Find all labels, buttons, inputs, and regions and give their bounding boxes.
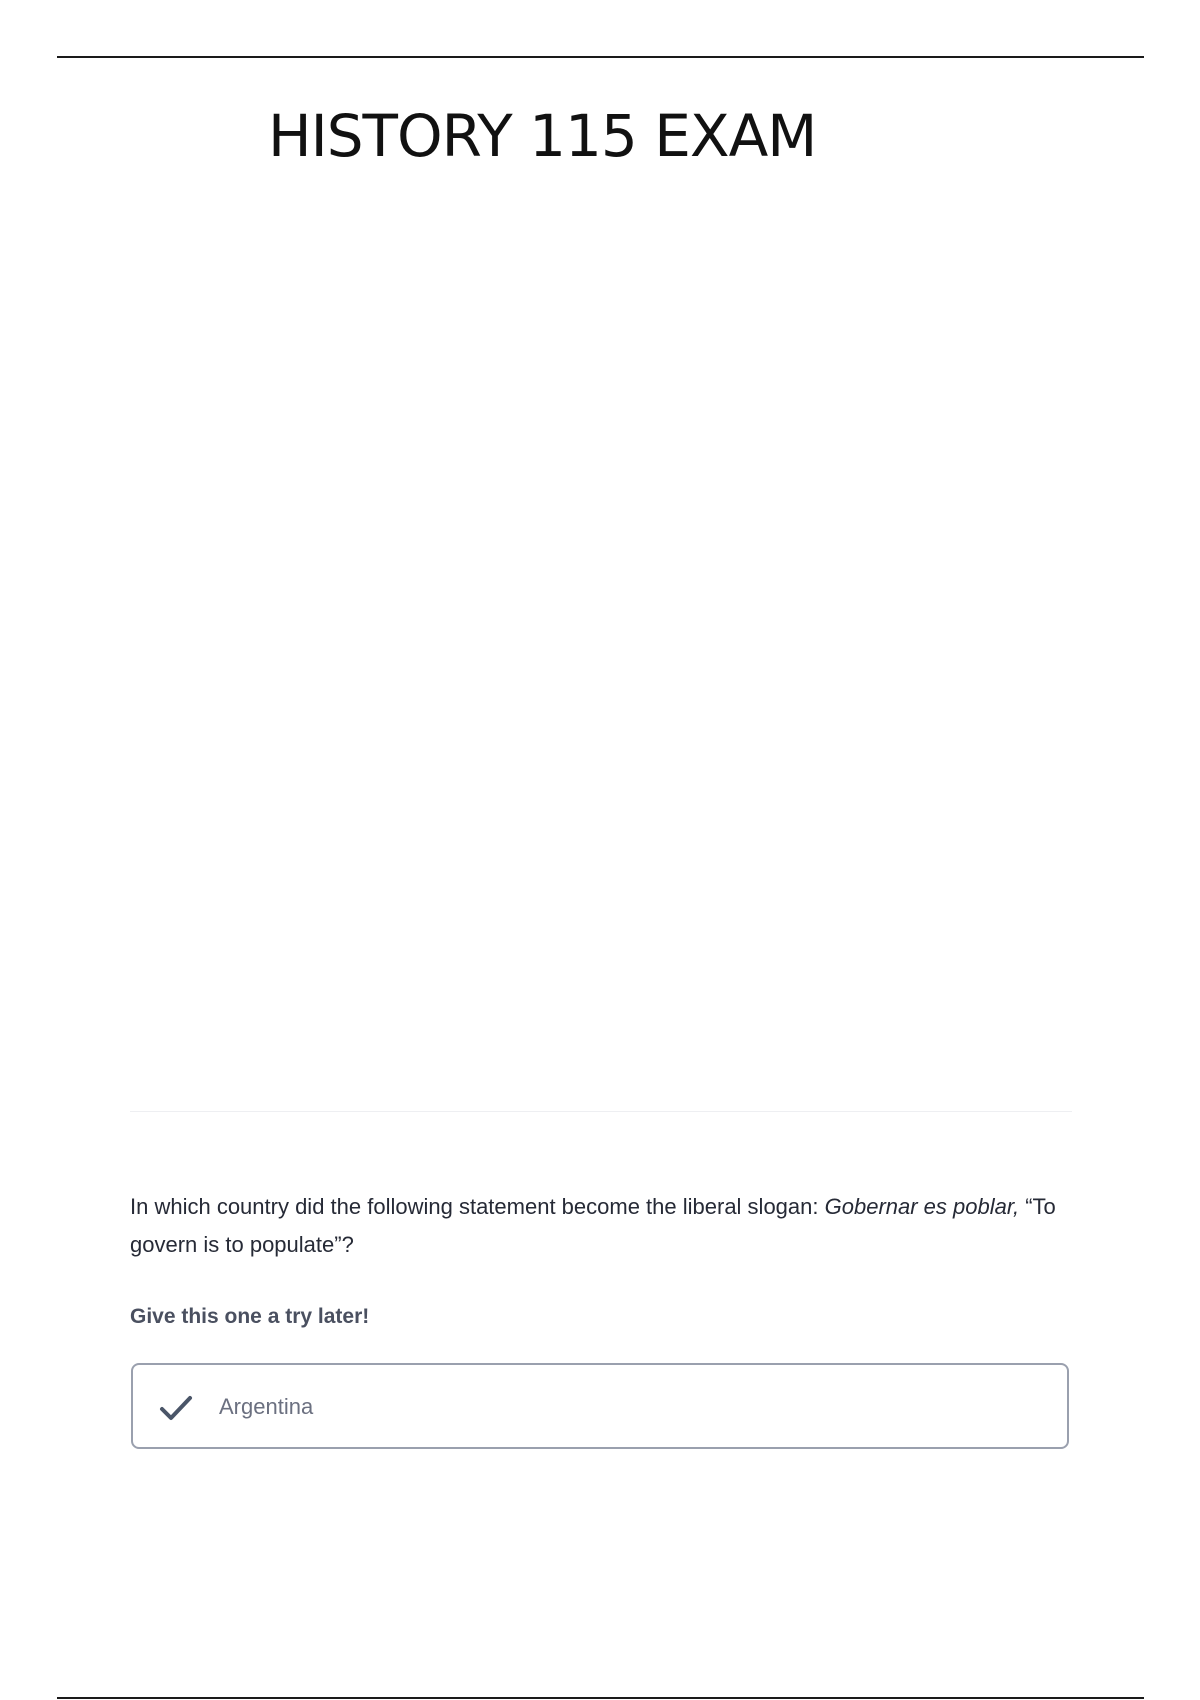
- check-icon: [159, 1393, 193, 1423]
- page-title: HISTORY 115 EXAM: [268, 102, 817, 170]
- question-text: [130, 1188, 1072, 1264]
- answer-label: Argentina: [219, 1394, 314, 1419]
- bottom-rule: [57, 1697, 1144, 1699]
- question-translation: “To govern is to populate”?: [130, 1194, 1056, 1257]
- question-prompt: In which country did the following statement become the liberal slogan:: [130, 1194, 825, 1219]
- divider: [130, 1111, 1072, 1112]
- question-slogan: Gobernar es poblar,: [824, 1194, 1020, 1219]
- answer-option[interactable]: [131, 1363, 1069, 1449]
- top-rule: [57, 56, 1144, 58]
- hint-text: Give this one a try later!: [130, 1305, 370, 1328]
